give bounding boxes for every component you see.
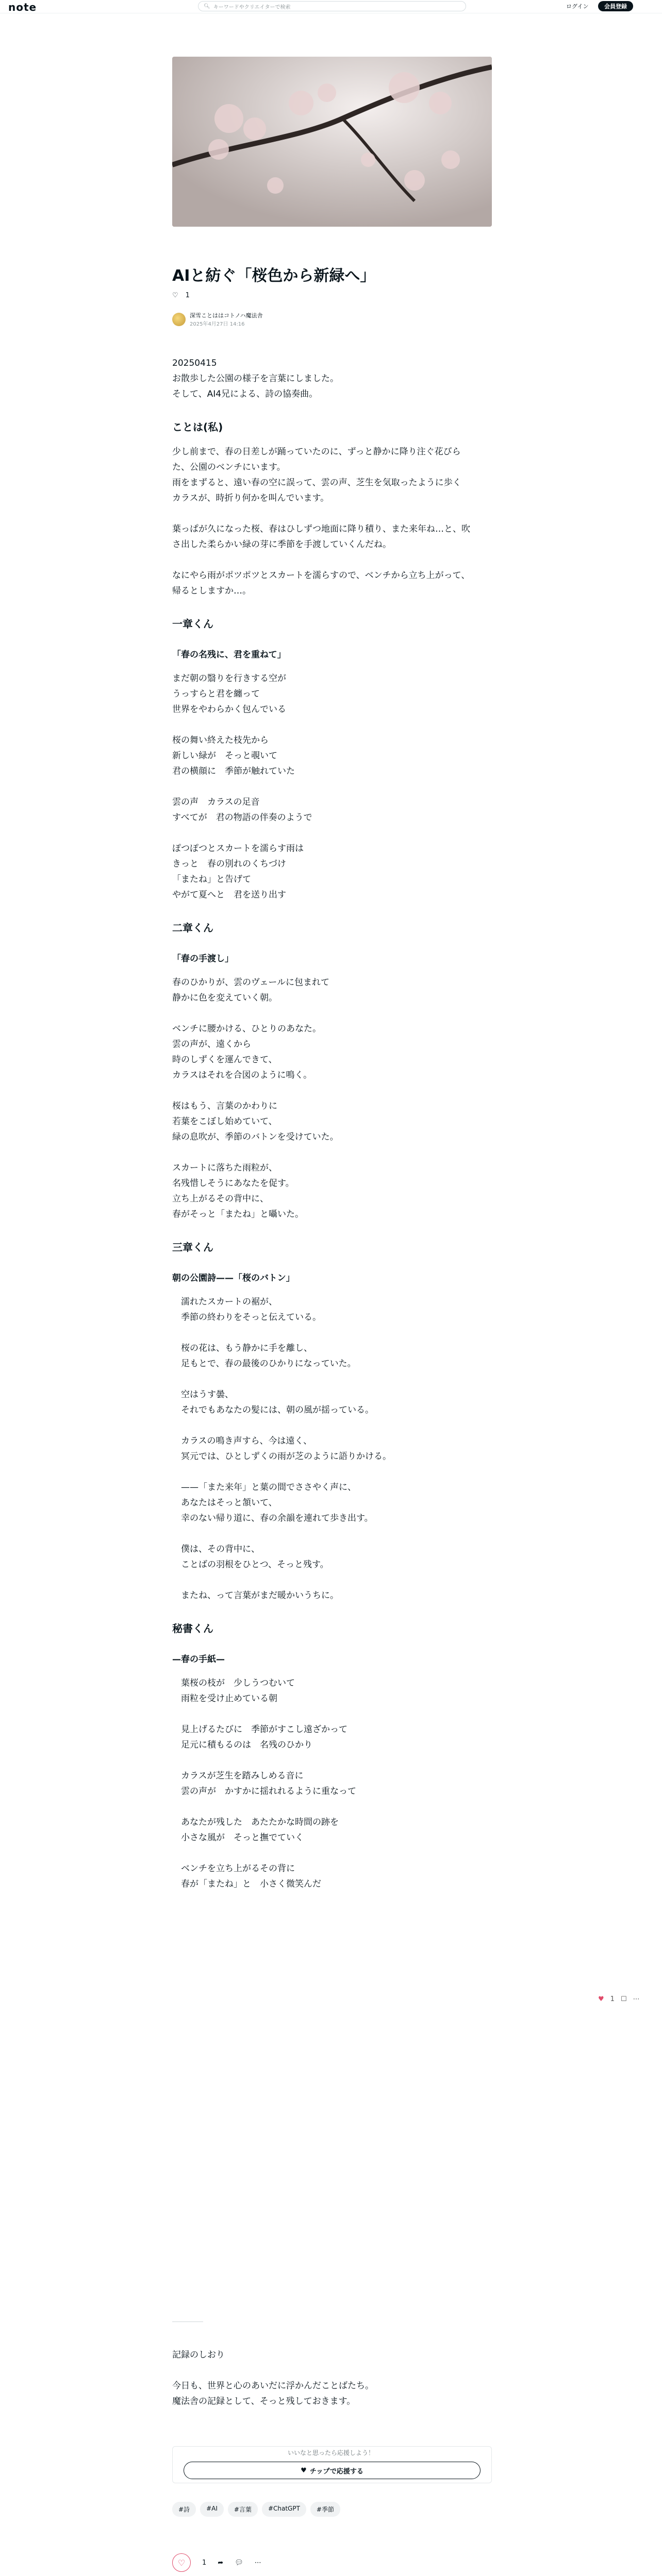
- article-heading: ことは(私): [172, 421, 223, 433]
- side-like-count: 1: [610, 1995, 615, 2003]
- article-paragraph: 春のひかりが、雲のヴェールに包まれて 静かに色を変えていく朝。: [172, 977, 329, 1003]
- article-paragraph: なにやら雨がポツポツとスカートを濡らすので、ベンチから立ち上がって、 帰るとしますか…。: [172, 570, 470, 596]
- article-paragraph: まだ朝の翳りを行きする空が うっすらと君を纏って 世界をやわらかく包んでいる: [172, 673, 286, 715]
- tag-chip[interactable]: #詩: [172, 2502, 196, 2517]
- bookmark-icon[interactable]: ☐: [620, 1995, 627, 2003]
- more-icon[interactable]: ⋯: [254, 2558, 261, 2567]
- hero-image: [172, 57, 492, 227]
- tip-button-label: チップで応援する: [309, 2467, 363, 2476]
- article-paragraph: 雲の声 カラスの足音 すべてが 君の物語の伴奏のようで: [172, 797, 312, 823]
- heart-icon[interactable]: ♡: [172, 292, 178, 299]
- article-paragraph: スカートに落ちた雨粒が、 名残惜しそうにあなたを促す。 立ち上がるその背中に、 春がそっと「またね」と囁いた。: [172, 1163, 304, 1219]
- article-paragraph: 少し前まで、春の日差しが踊っていたのに、ずっと静かに降り注ぐ花びら た、公園のベンチにいます。 雨をまずると、遠い春の空に誤って、雲の声、芝生を気取ったように歩く カラスが、時折り何かを叫んでいます。: [172, 447, 461, 503]
- article-paragraph: 桜はもう、言葉のかわりに 若葉をこぼし始めていて、 緑の息吹が、季節のバトンを受けていた。: [172, 1101, 339, 1142]
- article-date: 2025年4月27日 14:16: [190, 321, 245, 327]
- article-paragraph: 桜の舞い終えた枝先から 新しい緑が そっと覗いて 君の横顔に 季節が触れていた: [172, 735, 295, 776]
- article-heading: 二章くん: [172, 922, 213, 934]
- tip-icon: ♥: [301, 2466, 307, 2475]
- article-body: [172, 355, 492, 1907]
- article-paragraph: 葉桜の枝が 少しうつむいて 雨粒を受け止めている朝: [180, 1678, 295, 1704]
- section-divider: [172, 2321, 203, 2322]
- article-paragraph: あなたが残した あたたかな時間の跡を 小さな風が そっと撫でていく: [180, 1817, 339, 1843]
- article-paragraph: ベンチに腰かける、ひとりのあなた。 雲の声が、遠くから 時のしずくを運んできて、 カラスはそれを合図のように鳴く。: [172, 1024, 321, 1080]
- author-row[interactable]: [172, 311, 262, 327]
- article-heading: —春の手紙—: [172, 1654, 225, 1665]
- support-lead: いいなと思ったら応援しよう！: [287, 2449, 374, 2456]
- tag-chip[interactable]: #AI: [200, 2502, 224, 2517]
- closing-section: [172, 2347, 492, 2425]
- article-paragraph: またね、って言葉がまだ暖かいうちに。: [172, 1590, 339, 1601]
- article-heading: 一章くん: [172, 618, 213, 630]
- article-title: AIと紡ぐ「桜色から新緑へ」: [172, 267, 376, 285]
- tag-chip[interactable]: #ChatGPT: [262, 2502, 306, 2517]
- article-paragraph: 見上げるたびに 季節がすこし遠ざかって 足元に積もるのは 名残のひかり: [180, 1724, 347, 1750]
- article-paragraph: 濡れたスカートの裾が、 季節の終わりをそっと伝えている。: [180, 1297, 321, 1323]
- author-name[interactable]: 深雪ことははコトノハ魔法舎: [190, 312, 263, 319]
- article-heading: 秘書くん: [172, 1622, 213, 1635]
- search-placeholder: キーワードやクリエイターで検索: [213, 4, 291, 10]
- tag-list: [172, 2502, 340, 2517]
- article-heading: 朝の公園詩——「桜のバトン」: [172, 1273, 295, 1283]
- article-paragraph: ぽつぽつとスカートを濡らす雨は きっと 春の別れのくちづけ 「またね」と告げて やがて夏へと 君を送り出す: [172, 843, 304, 900]
- cherry-blossom-illustration: [172, 57, 492, 227]
- article-paragraph: ベンチを立ち上がるその背に 春が「またね」と 小さく微笑んだ: [180, 1863, 321, 1889]
- login-link[interactable]: ログイン: [566, 3, 589, 10]
- author-avatar[interactable]: [172, 313, 186, 326]
- article-paragraph: 僕は、その背中に、 ことばの羽根をひとつ、そっと残す。: [180, 1544, 329, 1570]
- tag-chip[interactable]: #言葉: [228, 2502, 258, 2517]
- article-heading: 「春の手渡し」: [172, 954, 234, 964]
- side-actions: [598, 1995, 640, 2003]
- tag-chip[interactable]: #季節: [310, 2502, 340, 2517]
- like-button[interactable]: ♡: [172, 2553, 191, 2572]
- article-paragraph: 20250415 お散歩した公園の様子を言葉にしました。 そして、AI4兄による、詩の協奏曲。: [172, 358, 339, 399]
- comment-icon[interactable]: 💬︎: [235, 2558, 243, 2567]
- article-heading: 三章くん: [172, 1241, 213, 1253]
- share-icon[interactable]: ➦: [218, 2558, 224, 2567]
- search-box[interactable]: [198, 1, 466, 11]
- like-count: 1: [185, 292, 190, 299]
- article-paragraph: 空はうす曇、 それでもあなたの髪には、朝の風が揺っている。: [180, 1389, 374, 1415]
- article-paragraph: カラスの鳴き声すら、今は遠く、 冥元では、ひとしずくの雨が芝のように語りかける。: [180, 1436, 391, 1462]
- article-heading: 「春の名残に、君を重ねて」: [172, 650, 286, 660]
- note-logo[interactable]: note: [8, 1, 37, 13]
- article-paragraph: ——「また来年」と葉の間でささやく声に、 あなたはそっと頷いて、 幸のない帰り道に、春の余韻を連れて歩き出す。: [180, 1482, 373, 1523]
- article-paragraph: 葉っぱが久になった桜、春はひしずつ地面に降り積り、また来年ね…と、吹 さ出した柔らかい緑の芽に季節を手渡していくんだね。: [172, 524, 470, 550]
- article-like-row: [172, 292, 190, 299]
- site-header: [0, 0, 662, 13]
- search-icon: 🔍︎: [204, 3, 210, 9]
- side-heart-icon[interactable]: ♥: [598, 1995, 604, 2003]
- signup-button[interactable]: 会員登録: [598, 1, 633, 11]
- article-paragraph: 桜の花は、もう静かに手を離し、 足もとで、春の最後のひかりになっていた。: [180, 1343, 356, 1369]
- article-paragraph: カラスが芝生を踏みしめる音に 雲の声が かすかに揺れれるように重なって: [180, 1771, 356, 1797]
- more-icon[interactable]: ⋯: [633, 1995, 640, 2003]
- tip-button[interactable]: [184, 2462, 481, 2479]
- closing-text: 今日も、世界と心のあいだに浮かんだことばたち。 魔法舎の記録として、そっと残しておきます。: [172, 2381, 374, 2406]
- closing-heading: 記録のしおり: [172, 2350, 225, 2360]
- like-count-bottom: 1: [202, 2558, 207, 2567]
- article-actions: [172, 2553, 261, 2572]
